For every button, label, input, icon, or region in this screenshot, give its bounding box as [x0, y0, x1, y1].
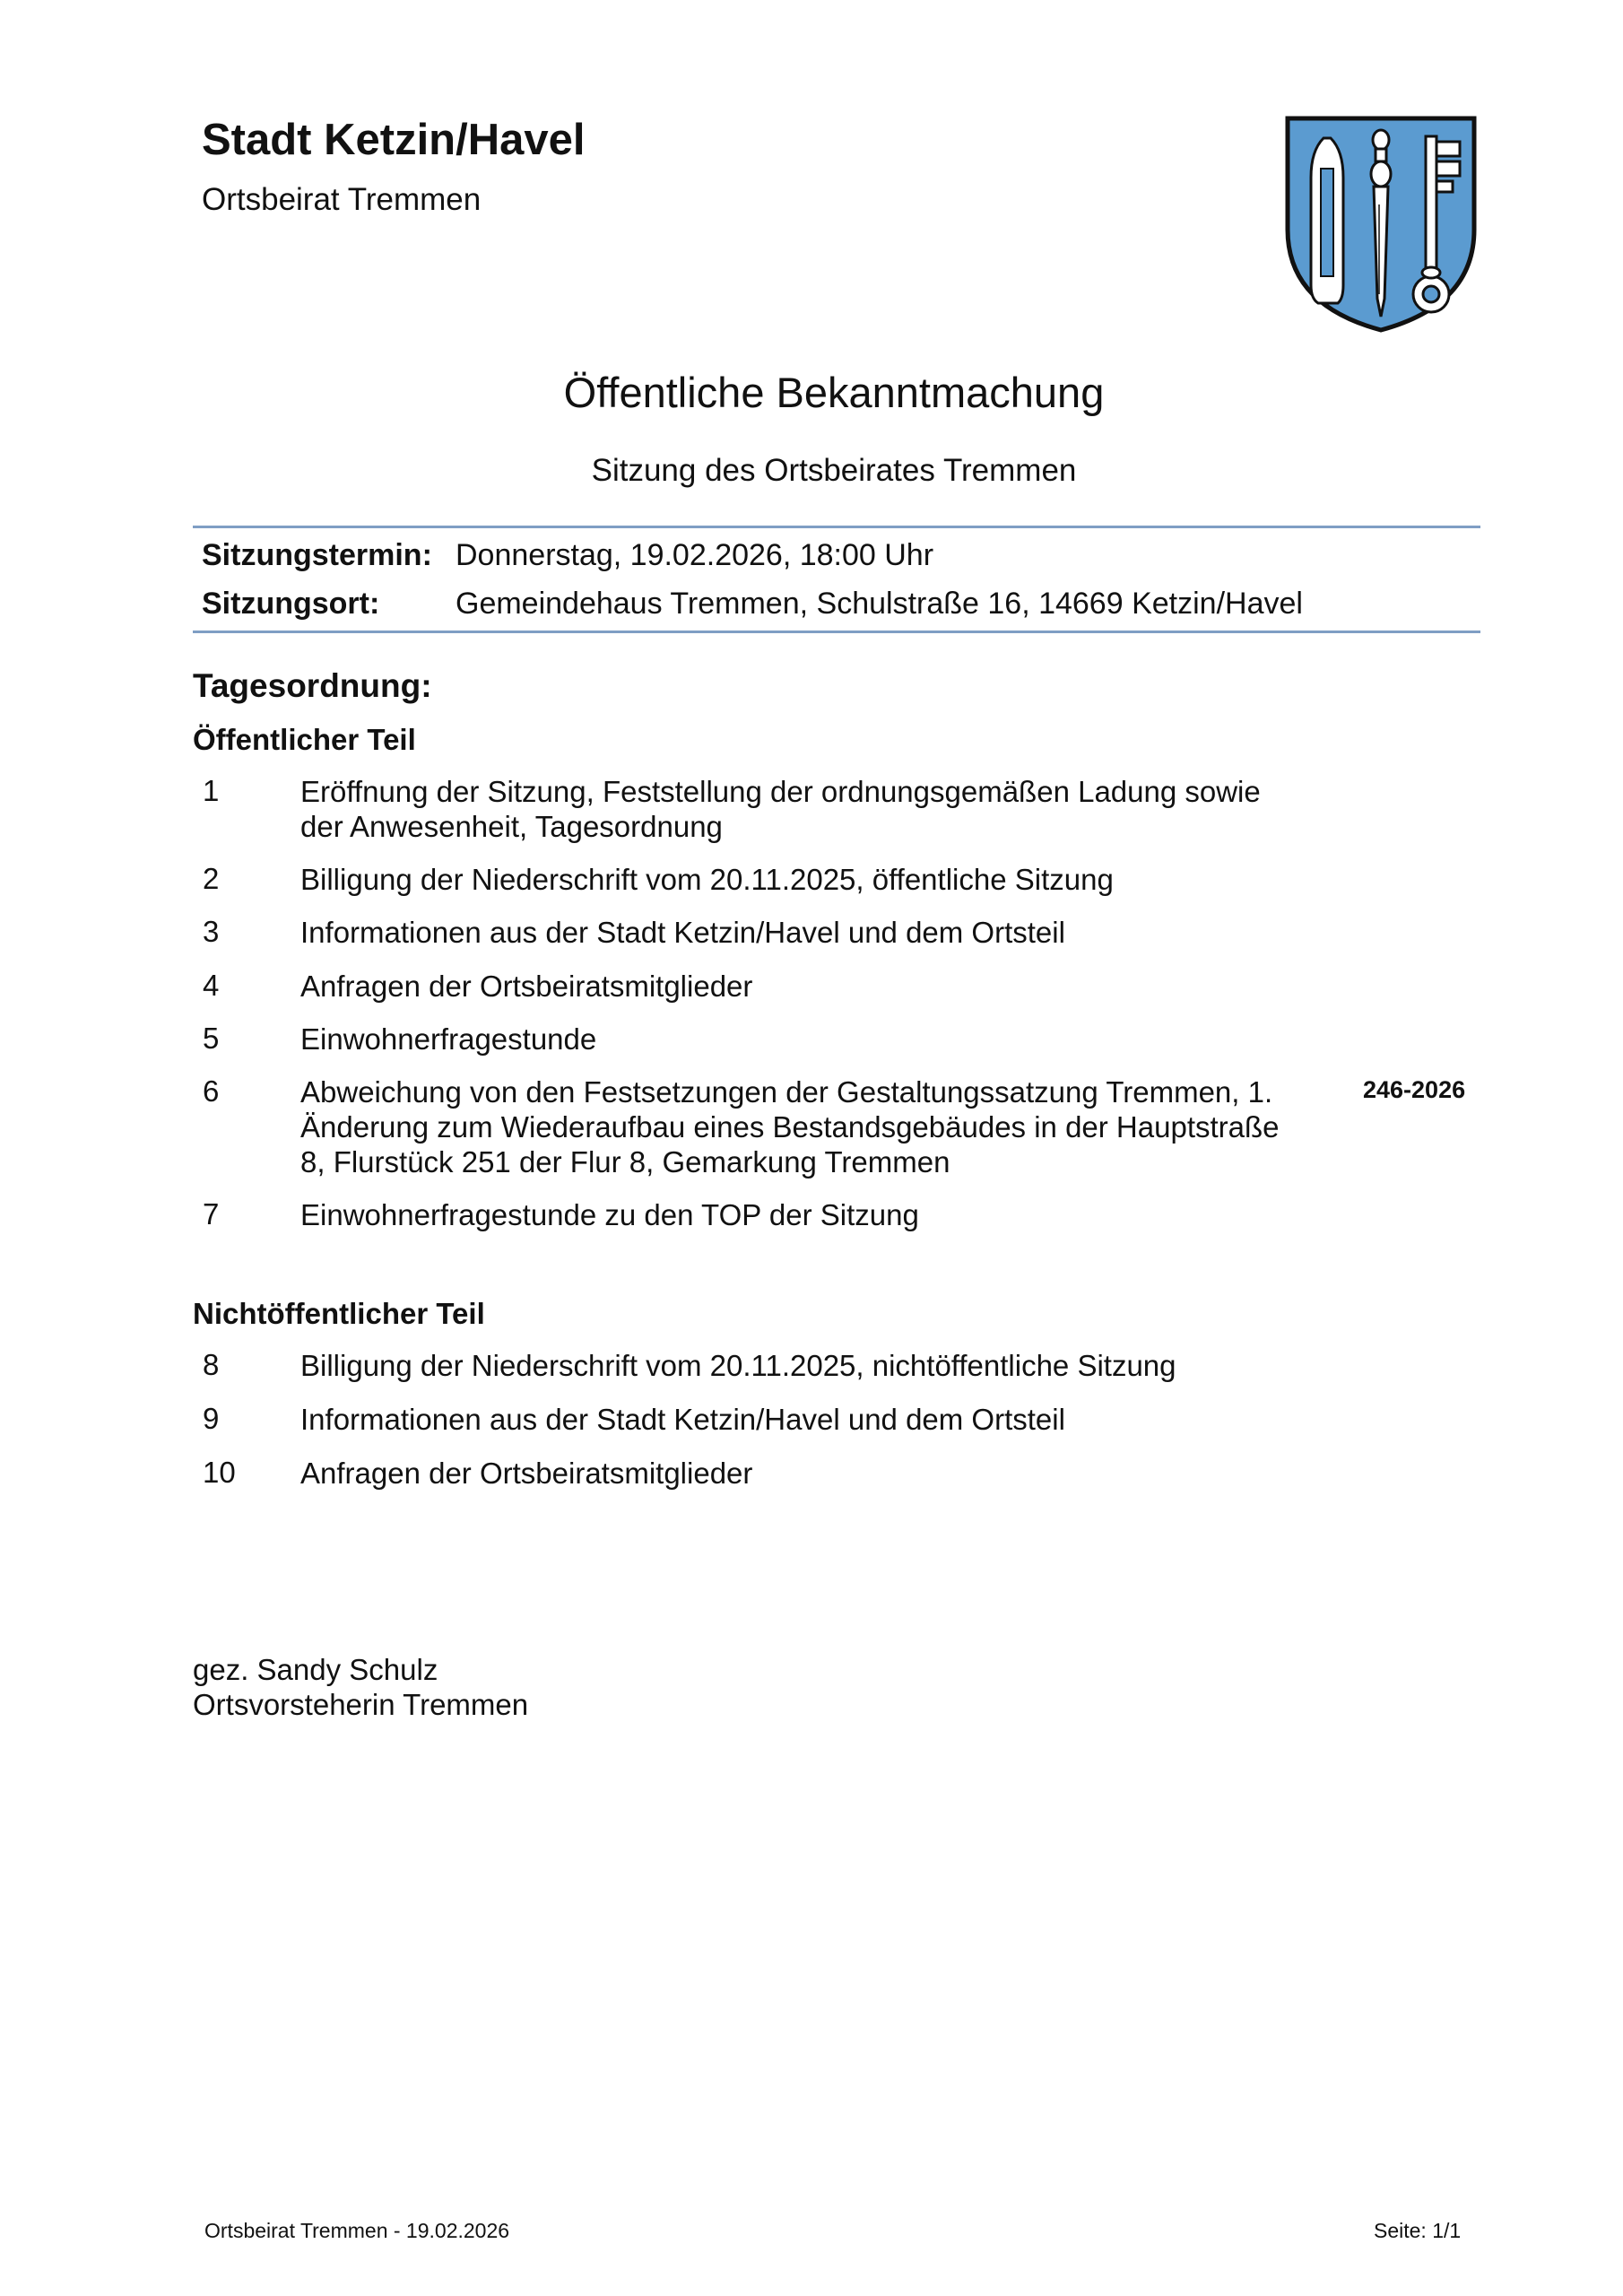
- divider-top: [193, 526, 1480, 528]
- shuttle-icon: [1311, 138, 1343, 303]
- agenda-item-number: 4: [203, 969, 220, 1002]
- agenda-item-number: 5: [203, 1022, 220, 1055]
- meeting-place-value: Gemeindehaus Tremmen, Schulstraße 16, 14669 Ketzin/Havel: [456, 587, 1303, 621]
- agenda-item-text: Eröffnung der Sitzung, Feststellung der ordnungsgemäßen Ladung sowie der Anwesenheit, Tagesordnung: [300, 775, 1261, 843]
- footer-left: Ortsbeirat Tremmen - 19.02.2026: [204, 2219, 510, 2242]
- document-subtitle: Sitzung des Ortsbeirates Tremmen: [591, 453, 1077, 488]
- page-number: Seite: 1/1: [1374, 2219, 1462, 2242]
- agenda-item-number: 3: [203, 915, 220, 948]
- agenda-item-text: Anfragen der Ortsbeiratsmitglieder: [300, 970, 753, 1003]
- agenda-item-reference: 246-2026: [1363, 1076, 1466, 1103]
- agenda-item-number: 7: [203, 1197, 220, 1231]
- council-name: Ortsbeirat Tremmen: [202, 182, 482, 217]
- meeting-date-value: Donnerstag, 19.02.2026, 18:00 Uhr: [456, 538, 934, 572]
- agenda-item-text: Informationen aus der Stadt Ketzin/Havel und dem Ortsteil: [300, 1403, 1065, 1436]
- private-section-heading: Nichtöffentlicher Teil: [193, 1297, 485, 1330]
- agenda-item-text: Billigung der Niederschrift vom 20.11.2025, öffentliche Sitzung: [300, 863, 1114, 896]
- agenda-item-text: Einwohnerfragestunde zu den TOP der Sitzung: [300, 1198, 919, 1231]
- agenda-item-number: 8: [203, 1348, 220, 1381]
- signature-role: Ortsvorsteherin Tremmen: [193, 1688, 529, 1721]
- agenda-item-number: 2: [203, 862, 220, 895]
- agenda-item-text: Billigung der Niederschrift vom 20.11.2025, nichtöffentliche Sitzung: [300, 1349, 1176, 1382]
- agenda-item-text: Abweichung von den Festsetzungen der Gestaltungssatzung Tremmen, 1. Änderung zum Wiederaufbau eines Bestandsgebäudes in der Hauptstraße 8, Flurstück 251 der Flur 8, Gemarkung Tremmen: [300, 1075, 1280, 1178]
- city-title: Stadt Ketzin/Havel: [202, 116, 586, 164]
- agenda-item-text: Informationen aus der Stadt Ketzin/Havel und dem Ortsteil: [300, 916, 1065, 949]
- agenda-item-number: 1: [203, 774, 220, 807]
- agenda-item-text: Einwohnerfragestunde: [300, 1022, 597, 1056]
- agenda-item-number: 10: [203, 1456, 236, 1489]
- public-section-heading: Öffentlicher Teil: [193, 723, 416, 756]
- document-title: Öffentliche Bekanntmachung: [563, 369, 1105, 416]
- signature-name: gez. Sandy Schulz: [193, 1653, 438, 1686]
- divider-bottom: [193, 631, 1480, 633]
- meeting-date-label: Sitzungstermin:: [202, 538, 432, 572]
- agenda-heading: Tagesordnung:: [193, 667, 432, 704]
- agenda-item-text: Anfragen der Ortsbeiratsmitglieder: [300, 1457, 753, 1490]
- coat-of-arms-icon: [1284, 115, 1478, 334]
- meeting-place-label: Sitzungsort:: [202, 587, 380, 621]
- agenda-item-number: 6: [203, 1074, 220, 1108]
- agenda-item-number: 9: [203, 1402, 220, 1435]
